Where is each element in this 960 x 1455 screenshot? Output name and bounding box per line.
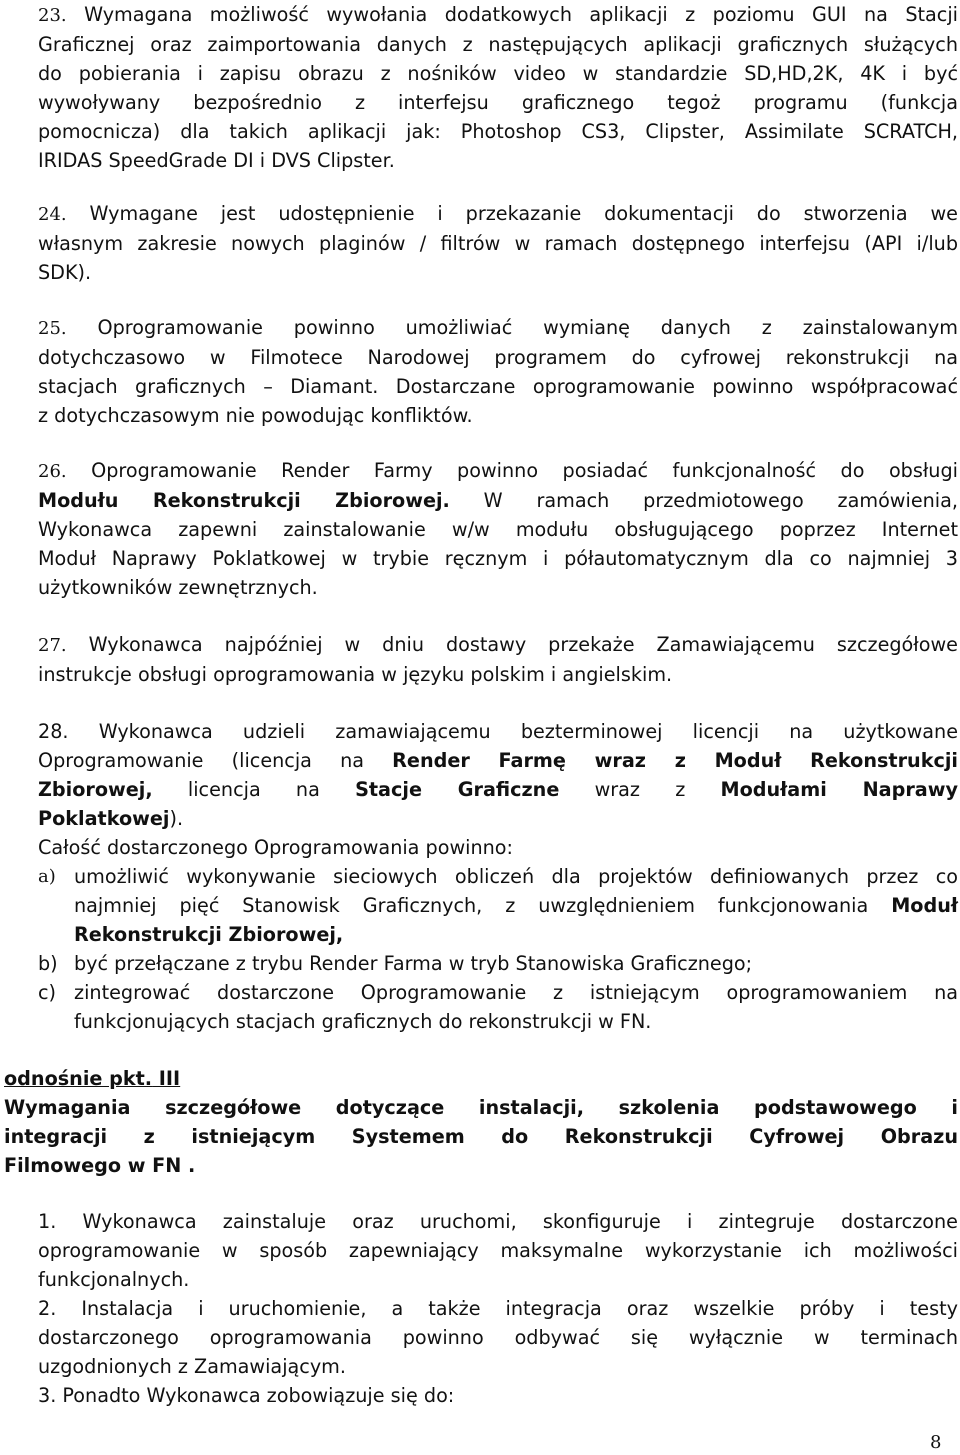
list-text: funkcjonalnych. (38, 1268, 190, 1291)
item-text-line: użytkowników zewnętrznych. (38, 576, 318, 599)
item-text-line: z dotychczasowym nie powodując konfliktów. (38, 404, 473, 427)
item-27 (38, 630, 958, 689)
item-number: 27. (38, 635, 67, 656)
item-bold-text: Modułu Rekonstrukcji Zbiorowej. (38, 489, 450, 512)
list-number: 1. (38, 1210, 57, 1233)
item-text-line: ). (169, 807, 184, 830)
section-title-line: Filmowego w FN . (4, 1154, 196, 1177)
item-text-line: Graficznej oraz zaimportowania danych z następujących aplikacji graficznych służących (38, 33, 958, 56)
item-25 (38, 313, 958, 430)
sub-item-label: c) (38, 981, 57, 1004)
list-text: oprogramowanie w sposób zapewniający maksymalne wykorzystanie ich możliwości (38, 1239, 958, 1262)
item-bold-text: Modułami Naprawy (720, 778, 958, 801)
item-text-line: instrukcje obsługi oprogramowania w języku polskim i angielskim. (38, 663, 673, 686)
item-text-line: własnym zakresie nowych plaginów / filtrów w ramach dostępnego interfejsu (API i/lub (38, 232, 958, 255)
sub-item-c (38, 978, 958, 1036)
item-26 (38, 456, 958, 602)
item-text-line: pomocnicza) dla takich aplikacji jak: Photoshop CS3, Clipster, Assimilate SCRATCH, (38, 120, 958, 143)
list-text: Instalacja i uruchomienie, a także integracja oraz wszelkie próby i testy (81, 1297, 958, 1320)
item-bold-text: Poklatkowej (38, 807, 170, 830)
sub-item-a (38, 862, 958, 949)
item-text-line: IRIDAS SpeedGrade DI i DVS Clipster. (38, 149, 395, 172)
item-28 (38, 717, 958, 862)
item-number: 28. (38, 720, 69, 743)
item-bold-text: Rekonstrukcji Zbiorowej, (74, 923, 344, 946)
section-reference-number: III (152, 1067, 181, 1090)
section-title-line: Wymagania szczegółowe dotyczące instalacji, szkolenia podstawowego i (4, 1096, 958, 1119)
item-text-line: wraz z (559, 778, 721, 801)
item-text-line: Oprogramowanie powinno umożliwiać wymianę danych z zainstalowanym (97, 316, 958, 339)
list-item-3 (38, 1381, 958, 1410)
item-text-line: Całość dostarczonego Oprogramowania powinno: (38, 836, 514, 859)
list-text: Ponadto Wykonawca zobowiązuje się do: (62, 1384, 455, 1407)
item-text-line: Oprogramowanie (licencja na (38, 749, 393, 772)
page-number: 8 (930, 1432, 942, 1453)
sub-item-text: zintegrować dostarczone Oprogramowanie z istniejącym oprogramowaniem na (74, 981, 958, 1004)
sub-item-label: a) (38, 866, 56, 887)
item-number: 23. (38, 5, 67, 26)
item-text-line: licencja na (152, 778, 356, 801)
sub-item-text: funkcjonujących stacjach graficznych do rekonstrukcji w FN. (74, 1010, 652, 1033)
section-reference-text: odnośnie pkt. (4, 1067, 153, 1090)
sub-item-text: umożliwić wykonywanie sieciowych obliczeń dla projektów definiowanych przez co (74, 865, 958, 888)
section-header (4, 1064, 958, 1180)
list-number: 2. (38, 1297, 57, 1320)
list-number: 3. (38, 1384, 57, 1407)
sub-item-text: najmniej pięć Stanowisk Graficznych, z uwzględnieniem funkcjonowania (74, 894, 892, 917)
item-bold-text: Moduł (891, 894, 958, 917)
sub-item-b (38, 949, 958, 978)
item-bold-text: Render Farmę wraz z Moduł Rekonstrukcji (392, 749, 958, 772)
item-text-line: Wymagana możliwość wywołania dodatkowych aplikacji z poziomu GUI na Stacji (84, 3, 958, 26)
list-text: uzgodnionych z Zamawiającym. (38, 1355, 346, 1378)
item-text-line: Wykonawca zapewni zainstalowanie w/w modułu obsługującego poprzez Internet (38, 518, 958, 541)
item-bold-text: Stacje Graficzne (355, 778, 560, 801)
item-24 (38, 199, 958, 287)
item-number: 26. (38, 461, 67, 482)
item-text-line: SDK). (38, 261, 92, 284)
item-number: 25. (38, 318, 67, 339)
item-text-line: dotychczasowo w Filmotece Narodowej programem do cyfrowej rekonstrukcji na (38, 346, 958, 369)
list-item-2 (38, 1294, 958, 1381)
item-bold-text: Zbiorowej, (38, 778, 153, 801)
section-reference (4, 1064, 958, 1093)
sub-item-text: być przełączane z trybu Render Farma w tryb Stanowiska Graficznego; (74, 952, 753, 975)
item-text-line: Oprogramowanie Render Farmy powinno posiadać funkcjonalność do obsługi (91, 459, 958, 482)
list-item-1 (38, 1207, 958, 1294)
section-title-line: integracji z istniejącym Systemem do Rekonstrukcji Cyfrowej Obrazu (4, 1125, 958, 1148)
item-text-line: Wymagane jest udostępnienie i przekazanie dokumentacji do stworzenia we (89, 202, 958, 225)
item-23 (38, 0, 958, 175)
item-text-line: Moduł Naprawy Poklatkowej w trybie ręcznym i półautomatycznym dla co najmniej 3 (38, 547, 958, 570)
sub-item-label: b) (38, 952, 58, 975)
list-text: Wykonawca zainstaluje oraz uruchomi, skonfiguruje i zintegruje dostarczone (82, 1210, 958, 1233)
item-text-line: do pobierania i zapisu obrazu z nośników video w standardzie SD,HD,2K, 4K i być (38, 62, 958, 85)
item-number: 24. (38, 204, 67, 225)
item-text-line: stacjach graficznych – Diamant. Dostarczane oprogramowanie powinno współpracować (38, 375, 958, 398)
item-text-line: wywoływany bezpośrednio z interfejsu graficznego tegoż programu (funkcja (38, 91, 958, 114)
item-text-line: Wykonawca najpóźniej w dniu dostawy przekaże Zamawiającemu szczegółowe (88, 633, 958, 656)
item-text-line: Wykonawca udzieli zamawiającemu bezterminowej licencji na użytkowane (98, 720, 958, 743)
item-text-line: W ramach przedmiotowego zamówienia, (449, 489, 958, 512)
list-text: dostarczonego oprogramowania powinno odbywać się wyłącznie w terminach (38, 1326, 958, 1349)
